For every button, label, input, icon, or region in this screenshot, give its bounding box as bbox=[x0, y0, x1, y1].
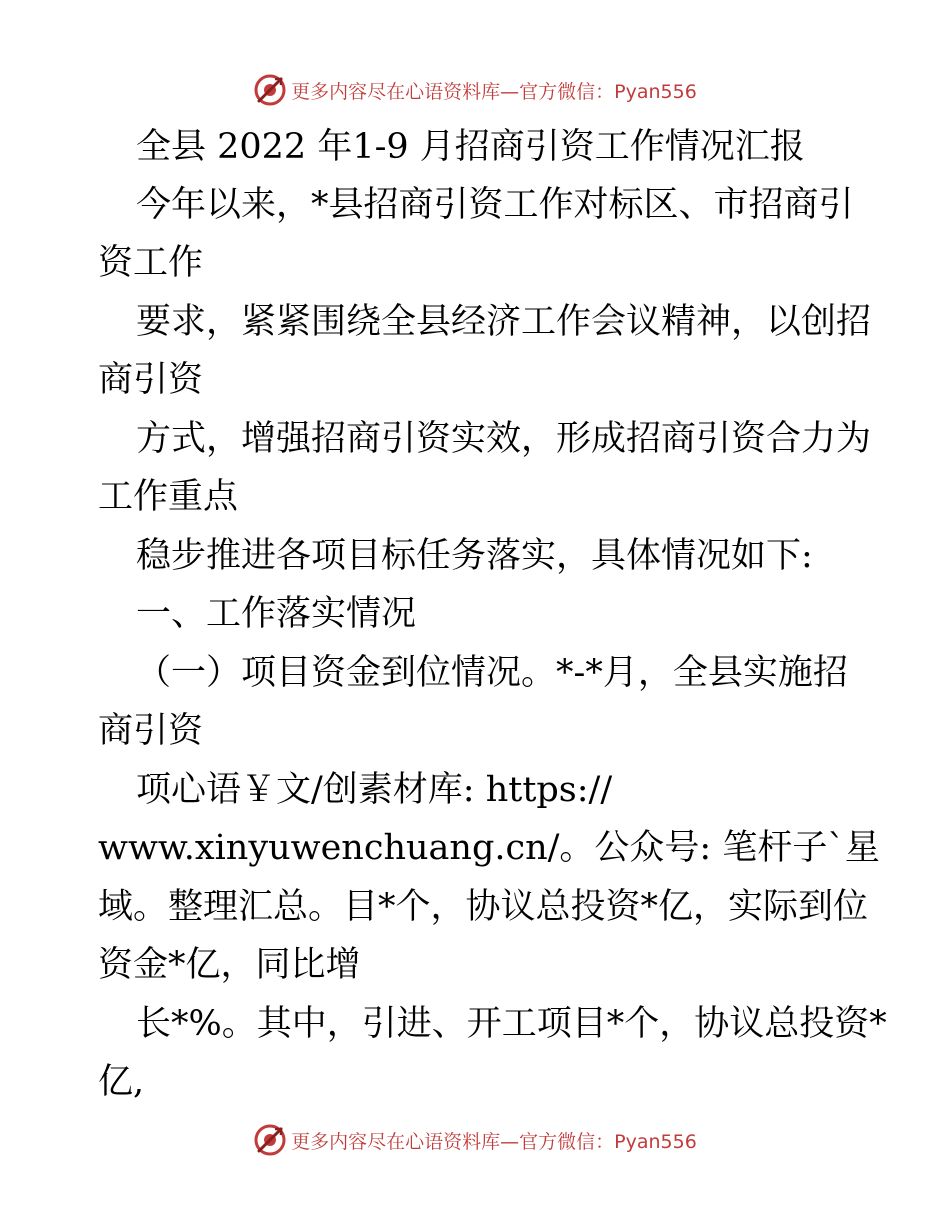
paragraph-line: 工作重点 bbox=[98, 477, 239, 517]
paragraph-line: 方式，增强招商引资实效，形成招商引资合力为 bbox=[136, 419, 872, 459]
paragraph-line: （一）项目资金到位情况。*-*月，全县实施招 bbox=[136, 653, 848, 693]
logo-icon bbox=[253, 1123, 287, 1157]
paragraph-line: www.xinyuwenchuang.cn/。公众号: 笔杆子`星 bbox=[98, 828, 880, 868]
paragraph-line: 商引资 bbox=[98, 360, 204, 400]
banner-text: 更多内容尽在心语资料库—官方微信：Pyan556 bbox=[291, 1130, 697, 1153]
paragraph-line: 资工作 bbox=[98, 243, 204, 283]
header-banner bbox=[0, 70, 950, 110]
paragraph-line: 长*%。其中，引进、开工项目*个，协议总投资* bbox=[136, 1004, 887, 1044]
footer-banner bbox=[0, 1120, 950, 1160]
logo-icon bbox=[253, 73, 287, 107]
paragraph-line: 商引资 bbox=[98, 711, 204, 751]
section-heading: 一、工作落实情况 bbox=[136, 594, 417, 634]
banner-text: 更多内容尽在心语资料库—官方微信：Pyan556 bbox=[291, 80, 697, 103]
paragraph-line: 项心语￥文/创素材库: https:// bbox=[136, 770, 613, 810]
paragraph-line: 域。整理汇总。目*个，协议总投资*亿，实际到位 bbox=[98, 887, 869, 927]
paragraph-line: 今年以来，*县招商引资工作对标区、市招商引 bbox=[136, 185, 854, 225]
paragraph-line: 要求，紧紧围绕全县经济工作会议精神，以创招 bbox=[136, 302, 872, 342]
document-title: 全县 2022 年1-9 月招商引资工作情况汇报 bbox=[136, 127, 805, 167]
paragraph-line: 亿, bbox=[98, 1062, 145, 1102]
paragraph-line: 稳步推进各项目标任务落实，具体情况如下: bbox=[136, 536, 813, 576]
paragraph-line: 资金*亿，同比增 bbox=[98, 945, 361, 985]
